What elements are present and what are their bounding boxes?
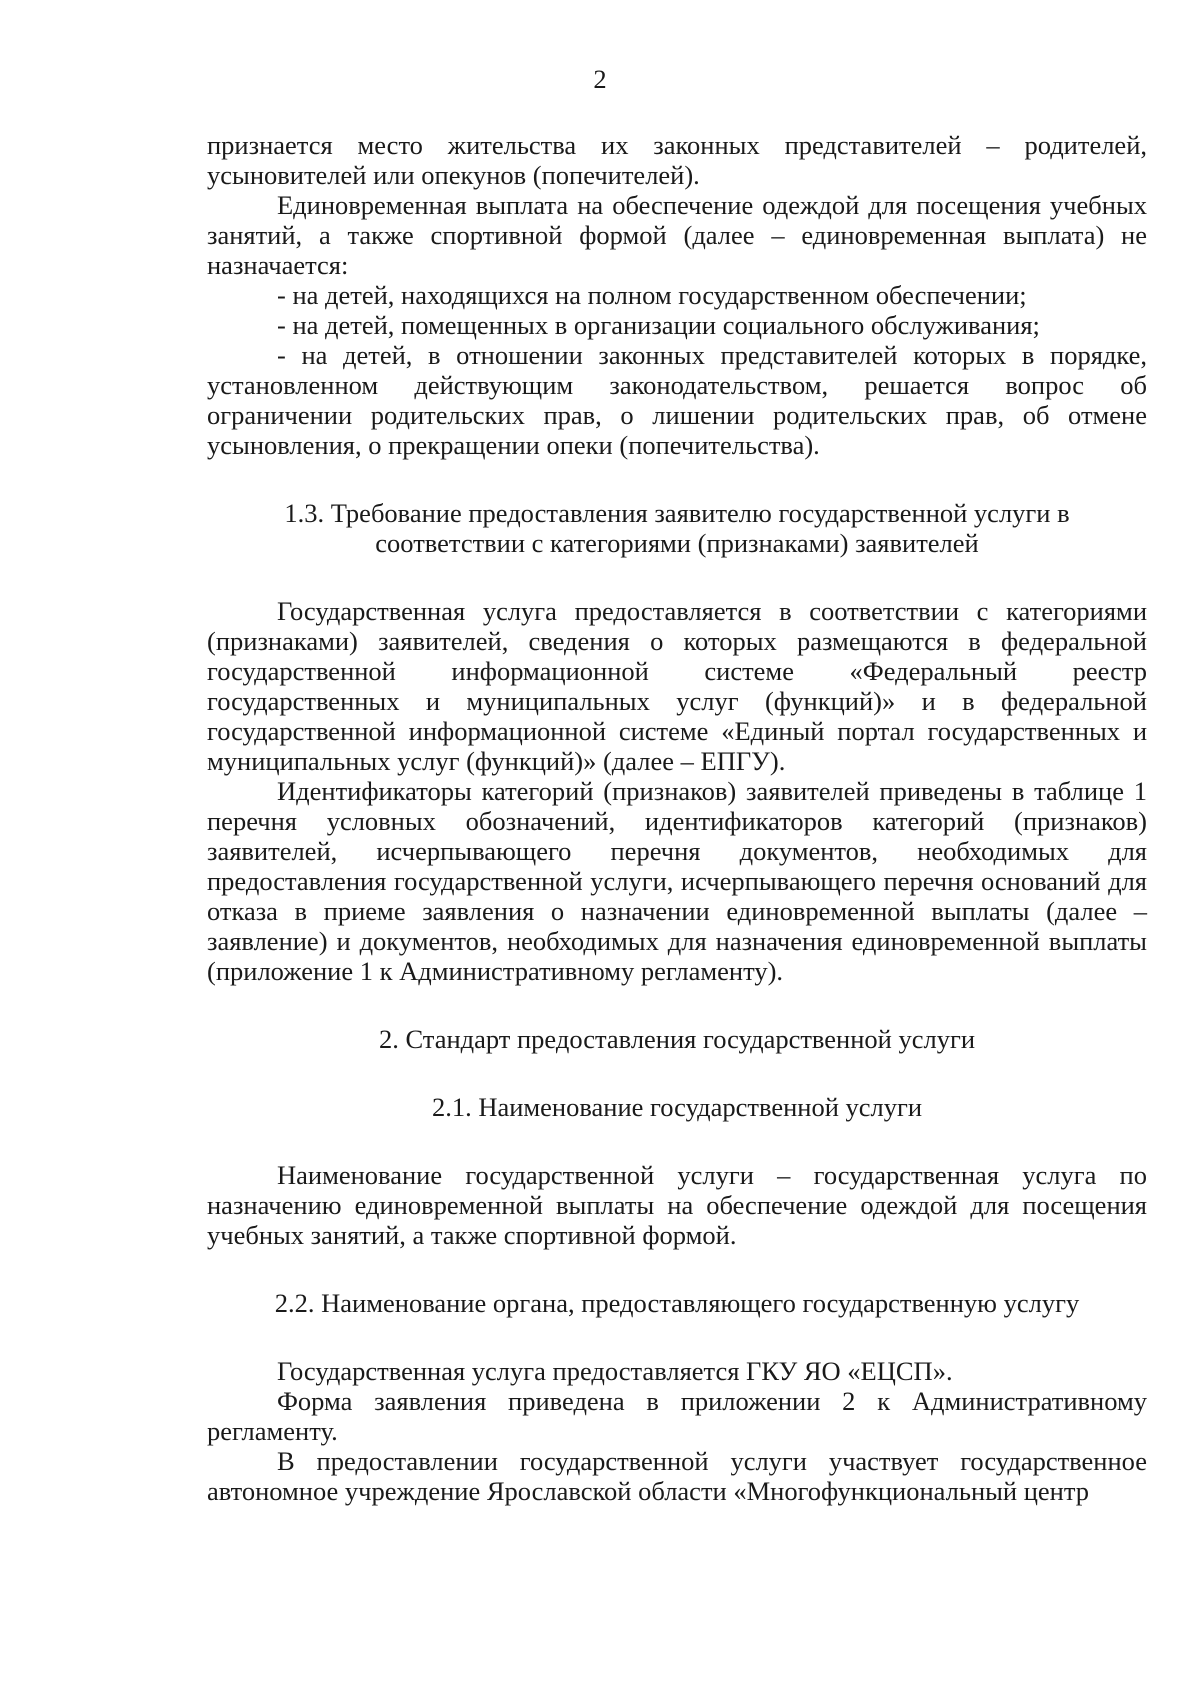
list-item: - на детей, в отношении законных представителей которых в порядке, установленном действующим законодательством, решается вопрос об ограничении родительских прав, о лишении родительских прав, об отмене усыновления, о прекращении опеки (попечительства). [207, 340, 1147, 460]
paragraph: признается место жительства их законных представителей – родителей, усыновителей или опекунов (попечителей). [207, 130, 1147, 190]
page-number: 2 [593, 64, 607, 94]
section-heading-1-3 [207, 498, 1147, 558]
paragraph: Форма заявления приведена в приложении 2 к Административному регламенту. [207, 1386, 1147, 1446]
paragraph: Наименование государственной услуги – государственная услуга по назначению единовременной выплаты на обеспечение одеждой для посещения учебных занятий, а также спортивной формой. [207, 1160, 1147, 1250]
list-item: - на детей, помещенных в организации социального обслуживания; [277, 310, 1040, 340]
section-heading-line: соответствии с категориями (признаками) заявителей [375, 528, 979, 558]
list-item: - на детей, находящихся на полном государственном обеспечении; [277, 280, 1027, 310]
paragraph: Идентификаторы категорий (признаков) заявителей приведены в таблице 1 перечня условных обозначений, идентификаторов категорий (признаков) заявителей, исчерпывающего перечня документов, необходимых для предоставления государственной услуги, исчерпывающего перечня оснований для отказа в приеме заявления о назначении единовременной выплаты (далее – заявление) и документов, необходимых для назначения единовременной выплаты (приложение 1 к Административному регламенту). [207, 776, 1147, 986]
paragraph: Государственная услуга предоставляется в соответствии с категориями (признаками) заявителей, сведения о которых размещаются в федеральной государственной информационной системе «Федеральный реестр государственных и муниципальных услуг (функций)» и в федеральной государственной информационной системе «Единый портал государственных и муниципальных услуг (функций)» (далее – ЕПГУ). [207, 596, 1147, 776]
paragraph: Государственная услуга предоставляется ГКУ ЯО «ЕЦСП». [277, 1356, 953, 1386]
paragraph: Единовременная выплата на обеспечение одеждой для посещения учебных занятий, а также спортивной формой (далее – единовременная выплата) не назначается: [207, 190, 1147, 280]
section-heading-2-2: 2.2. Наименование органа, предоставляющего государственную услугу [274, 1288, 1080, 1318]
section-heading-2-1: 2.1. Наименование государственной услуги [431, 1092, 923, 1122]
document-body [207, 130, 1147, 1506]
paragraph: В предоставлении государственной услуги участвует государственное автономное учреждение Ярославской области «Многофункциональный центр [207, 1446, 1147, 1506]
section-heading-line: 1.3. Требование предоставления заявителю государственной услуги в [284, 498, 1070, 528]
section-heading-2: 2. Стандарт предоставления государственной услуги [378, 1024, 976, 1054]
